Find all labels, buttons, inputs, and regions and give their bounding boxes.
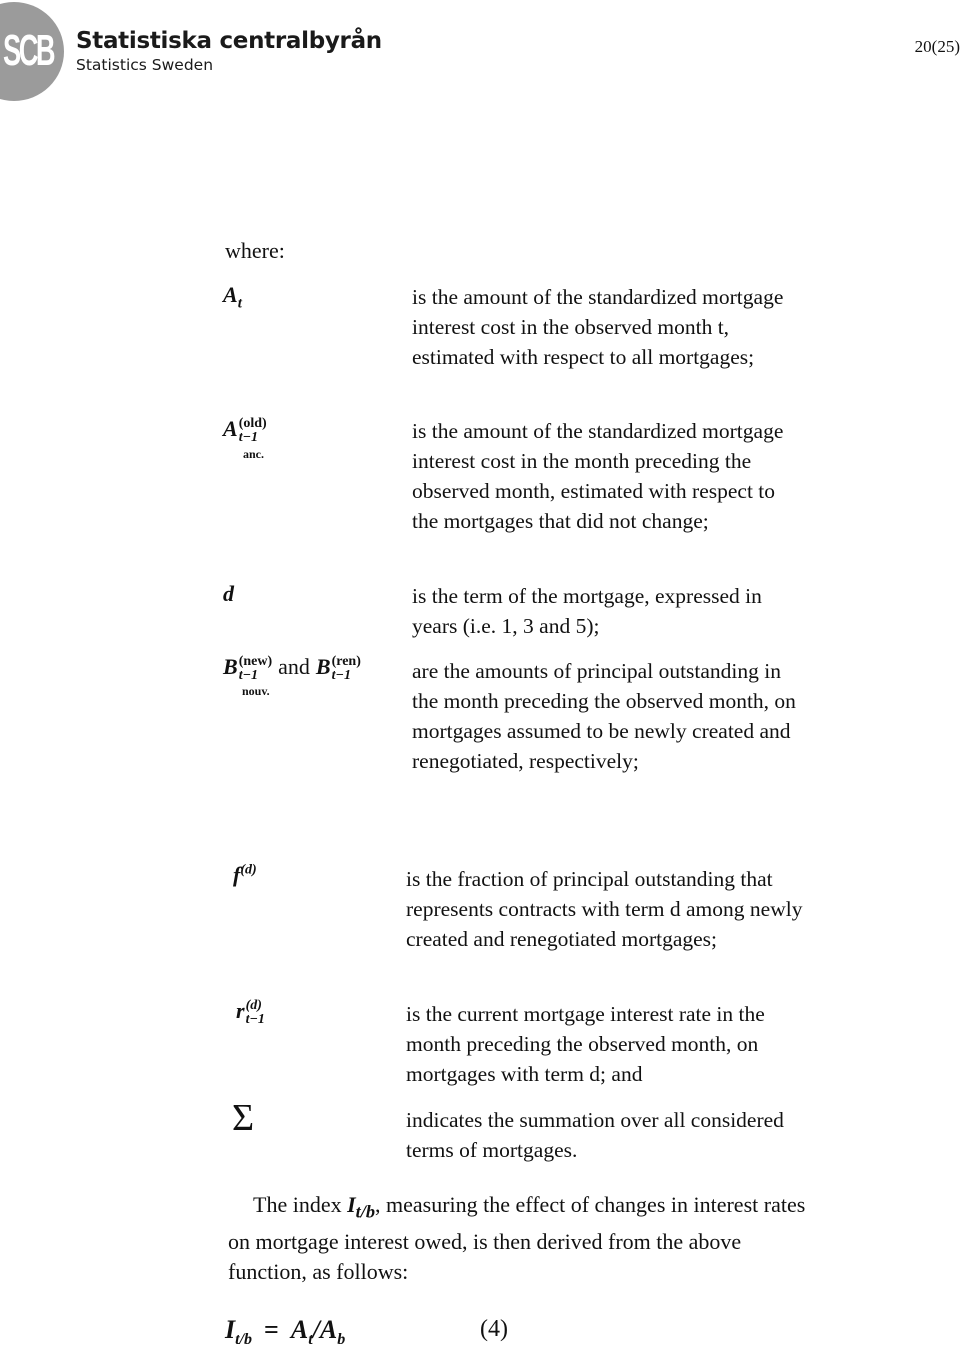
definition-b: are the amounts of principal outstanding in the month preceding the observed month, on mortgages assumed to be newly created and renegotiated, respectively; xyxy=(412,659,796,773)
index-paragraph: The index $I_{t/b}$, measuring the effect of changes in interest rates on mortgage interest owed, is then derived from the above function, as follows: xyxy=(228,1192,806,1285)
symbol-b-new-ren: B (new) t−1 and B (ren) t−1 xyxy=(223,653,361,683)
page-number: 20(25) xyxy=(914,37,960,56)
definition-d: is the term of the mortgage, expressed in years (i.e. 1, 3 and 5); xyxy=(412,584,762,638)
symbol-a-t: $A_t$ xyxy=(223,282,242,312)
equation-number: (4) xyxy=(480,1316,508,1342)
definition-a-t: is the amount of the standardized mortgage interest cost in the observed month t, estimated with respect to all mortgages; xyxy=(412,285,784,369)
symbol-a-old: A (old) t−1 xyxy=(223,415,267,445)
organization-subtitle: Statistics Sweden xyxy=(76,56,214,74)
annotation-nouv: nouv. xyxy=(242,684,270,698)
definition-sigma: indicates the summation over all considered terms of mortgages. xyxy=(406,1108,784,1162)
symbol-d: d xyxy=(223,581,234,606)
logo-text: SCB xyxy=(3,26,54,75)
definition-r-d: is the current mortgage interest rate in the month preceding the observed month, on mortgages with term d; and xyxy=(406,1002,765,1086)
scb-logo xyxy=(0,2,64,101)
where-label: where: xyxy=(225,238,285,263)
symbol-r-d: r (d) t−1 xyxy=(236,997,265,1027)
annotation-anc: anc. xyxy=(243,447,264,461)
definition-f-d: is the fraction of principal outstanding that represents contracts with term d among newly created and renegotiated mortgages; xyxy=(406,867,803,951)
formula-4: $I_{t/b} = A_t/A_b$ xyxy=(225,1315,346,1349)
sigma-symbol: Σ xyxy=(232,1097,255,1139)
definition-a-old: is the amount of the standardized mortgage interest cost in the month preceding the observed month, estimated with respect to the mortgages that did not change; xyxy=(412,419,784,533)
organization-name: Statistiska centralbyrån xyxy=(76,28,382,54)
symbol-f-d: $f^{(d)}$ xyxy=(233,862,257,887)
